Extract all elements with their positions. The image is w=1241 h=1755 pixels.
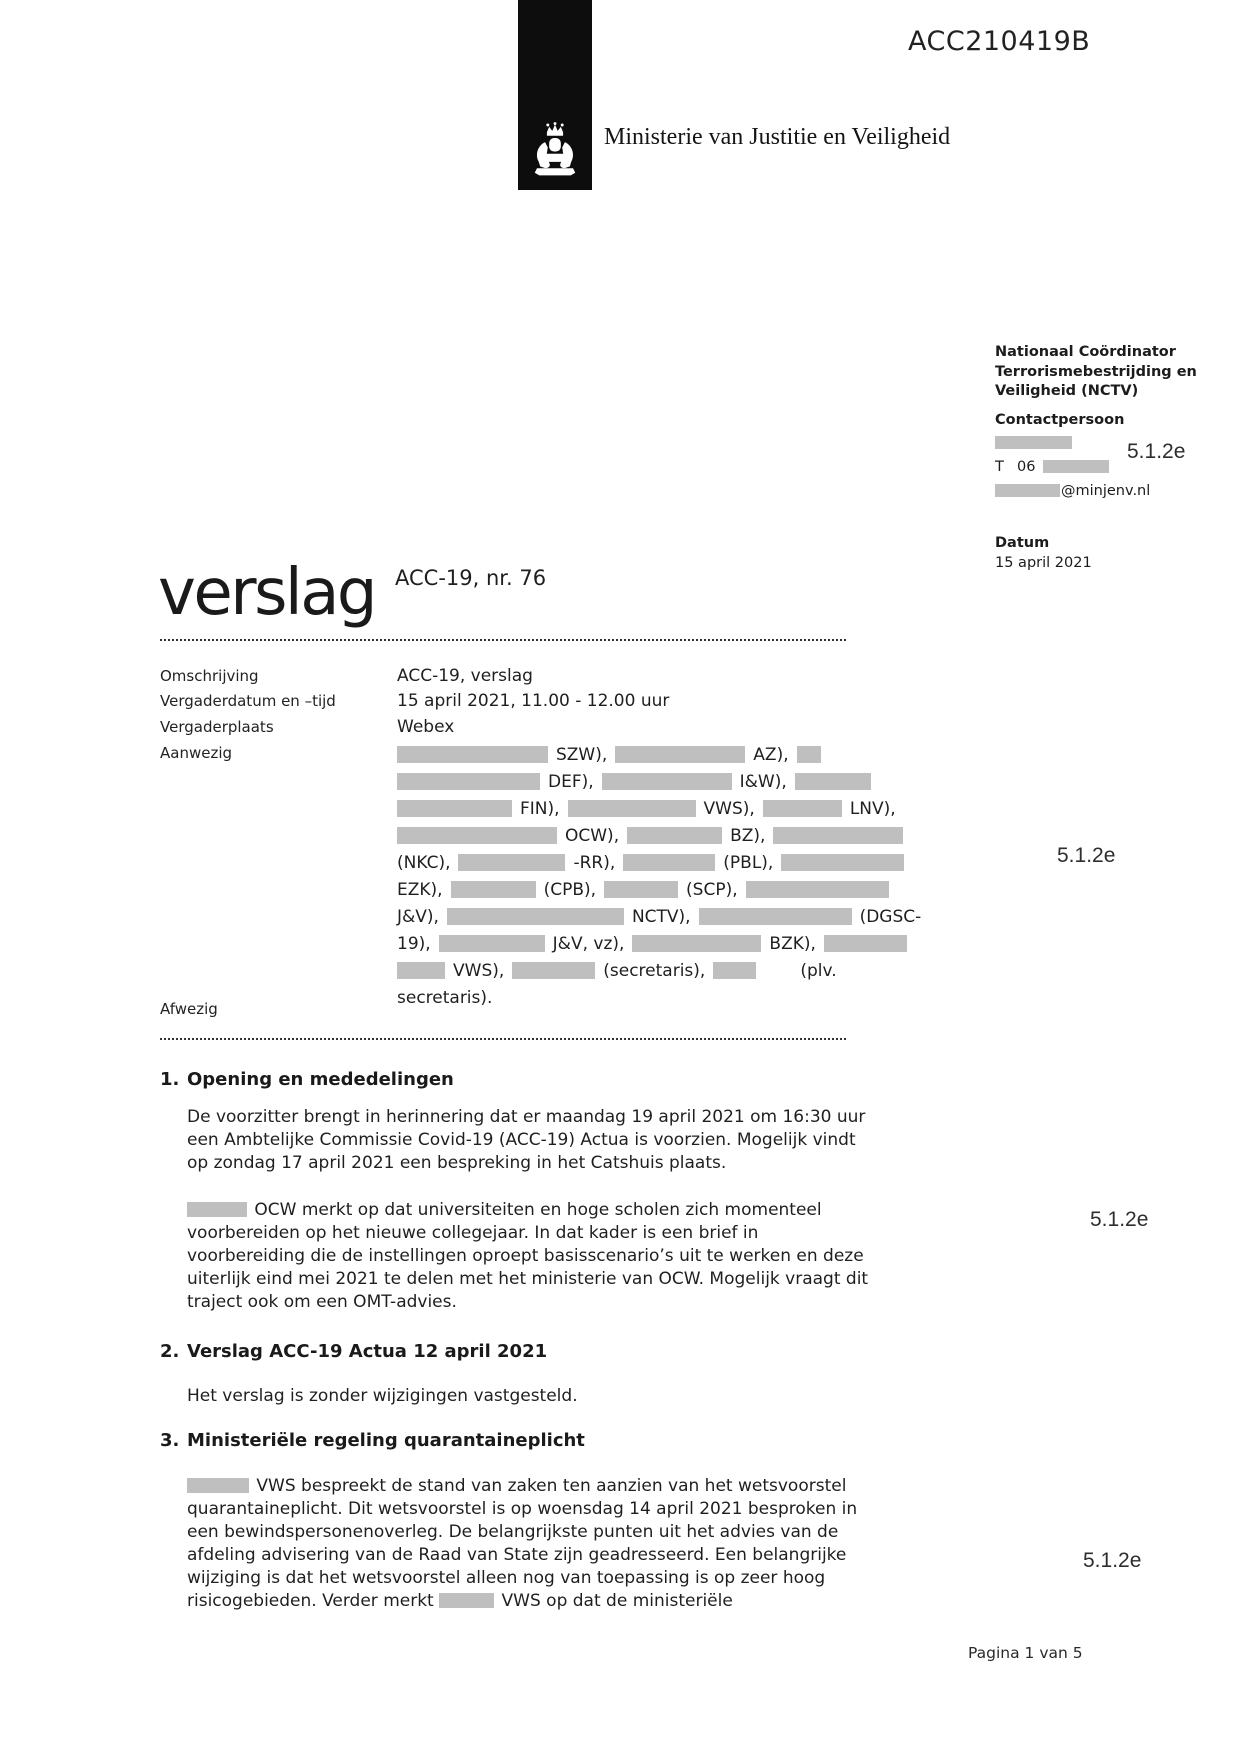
attendees-label: Aanwezig [160,744,233,762]
dotted-divider-bottom [160,1038,846,1040]
org-line: Veiligheid (NCTV) [995,383,1139,399]
aanwezig-line [397,849,957,876]
text-segment: -RR), [573,852,616,873]
text-segment: secretaris). [397,987,493,1008]
text-segment: De voorzitter brengt in herinnering dat er maandag 19 april 2021 om 16:30 uur een Ambtelijke Commissie Covid-19 (ACC-19) Actua is voorzien. Mogelijk vindt op zondag 17 april 2021 een bespreking in het Catshuis plaats. [187,1107,866,1173]
redaction-block [187,1202,247,1217]
page-title: verslag [158,555,376,630]
section-heading [160,1430,585,1451]
text-segment: VWS), [453,960,505,981]
section-title: Verslag ACC-19 Actua 12 april 2021 [187,1341,548,1362]
text-segment: NCTV), [631,906,691,927]
text-segment: SZW), [556,744,608,765]
redaction-block [746,881,889,898]
date-label: Datum [995,535,1050,551]
redaction-block [627,827,722,844]
org-name [995,343,1210,402]
text-segment: VWS op dat de ministeriële [496,1591,733,1611]
meta-label: Vergaderdatum en –tijd [160,692,336,710]
date-value: 15 april 2021 [995,554,1092,571]
text-segment: (DGSC- [859,906,922,927]
redaction-block [995,484,1060,497]
redaction-block [604,881,678,898]
section-title: Ministeriële regeling quarantaineplicht [187,1430,585,1451]
redaction-block [187,1478,249,1493]
meta-row [160,666,533,686]
text-segment: AZ), [753,744,789,765]
paragraph [187,1385,879,1408]
text-segment: (NKC), [397,852,451,873]
page-subtitle: ACC-19, nr. 76 [395,566,547,590]
aanwezig-line [397,741,957,768]
text-segment: OCW), [565,825,620,846]
redaction-block [632,935,761,952]
attendees-list [397,741,957,1011]
text-segment: (plv. [800,960,837,981]
phone-label: T [995,459,1004,475]
text-segment: J&V, vz), [552,933,625,954]
absentees-label: Afwezig [160,1000,218,1018]
text-segment: 19), [397,933,431,954]
text-segment: OCW merkt op dat universiteiten en hoge scholen zich momenteel voorbereiden op het nieuwe collegejaar. In dat kader is een brief in voorbereiding die de instellingen oproept basisscenario’s uit te werken en deze uiterlijk eind mei 2021 te delen met het ministerie van OCW. Mogelijk vraagt dit traject ook om een OMT-advies. [187,1200,869,1312]
section-heading [160,1341,547,1362]
redaction-block [795,773,871,790]
coat-of-arms-icon [528,121,582,183]
text-segment: EZK), [397,879,443,900]
text-segment: BZK), [769,933,816,954]
redaction-code: 5.1.2e [1057,844,1116,867]
email-row [995,482,1210,502]
redaction-block [397,773,540,790]
redaction-block [602,773,732,790]
text-segment: DEF), [548,771,594,792]
redaction-block [699,908,852,925]
text-segment: (PBL), [723,852,774,873]
page-number: Pagina 1 van 5 [968,1644,1083,1662]
redaction-block [797,746,821,763]
redaction-block [1043,460,1109,473]
redaction-block [623,854,715,871]
meta-label: Omschrijving [160,667,259,685]
text-segment: BZ), [730,825,766,846]
redaction-block [397,746,548,763]
meta-value: 15 april 2021, 11.00 - 12.00 uur [397,691,670,711]
ministry-wordmark: Ministerie van Justitie en Veiligheid [604,124,951,150]
redaction-code: 5.1.2e [1083,1549,1142,1572]
redaction-block [615,746,745,763]
text-segment: (secretaris), [603,960,706,981]
aanwezig-line [397,957,957,984]
redaction-block [451,881,536,898]
redaction-code: 5.1.2e [1090,1208,1149,1231]
redaction-block [439,935,545,952]
text-segment: (SCP), [686,879,738,900]
aanwezig-line [397,876,957,903]
text-segment: Het verslag is zonder wijzigingen vastgesteld. [187,1386,578,1406]
redaction-block [763,800,842,817]
aanwezig-line [397,903,957,930]
redaction-code: 5.1.2e [1127,440,1186,463]
redaction-block [773,827,903,844]
phone-prefix: 06 [1017,459,1036,475]
text-segment: LNV), [849,798,896,819]
redaction-block [397,800,512,817]
aanwezig-line [397,822,957,849]
redaction-block [995,436,1072,449]
rijksoverheid-logo-bar [518,0,592,190]
redaction-block [781,854,904,871]
meta-label: Vergaderplaats [160,718,274,736]
paragraph [187,1106,879,1175]
aanwezig-line [397,984,957,1011]
text-segment: J&V), [397,906,439,927]
text-segment: VWS), [703,798,755,819]
text-segment: I&W), [739,771,787,792]
section-number: 3. [160,1430,180,1451]
section-number: 1. [160,1069,180,1090]
redaction-block [824,935,907,952]
paragraph [187,1475,879,1613]
redaction-block [512,962,595,979]
paragraph [187,1199,879,1314]
org-line: Terrorismebestrijding en [995,363,1197,380]
redaction-block [397,962,445,979]
redaction-block [397,827,557,844]
text-segment: FIN), [520,798,560,819]
section-heading [160,1069,454,1090]
redaction-block [439,1593,494,1608]
meta-row [160,691,669,711]
section-title: Opening en mededelingen [187,1069,454,1090]
contact-person-label: Contactpersoon [995,411,1125,428]
aanwezig-line [397,930,957,957]
aanwezig-line [397,768,957,795]
dotted-divider-top [160,639,846,641]
redaction-block [713,962,756,979]
aanwezig-line [397,795,957,822]
email-domain: @minjenv.nl [1061,482,1151,499]
text-segment: VWS bespreekt de stand van zaken ten aanzien van het wetsvoorstel quarantaineplicht. Dit wetsvoorstel is op woensdag 14 april 2021 besproken in een bewindspersonenoverleg. De belangrijkste punten uit het advies van de afdeling advisering van de Raad van State zijn geadresseerd. Een belangrijke wijziging is dat het wetsvoorstel alleen nog van toepassing is op zeer hoog risicogebieden. Verder merkt [187,1476,858,1611]
section-number: 2. [160,1341,180,1362]
meta-value: ACC-19, verslag [397,666,533,686]
document-reference: ACC210419B [908,26,1091,57]
text-segment: (CPB), [543,879,597,900]
meta-row [160,717,454,737]
meta-value: Webex [397,717,455,737]
redaction-block [447,908,624,925]
redaction-block [458,854,565,871]
org-line: Nationaal Coördinator [995,344,1176,360]
redaction-block [568,800,696,817]
